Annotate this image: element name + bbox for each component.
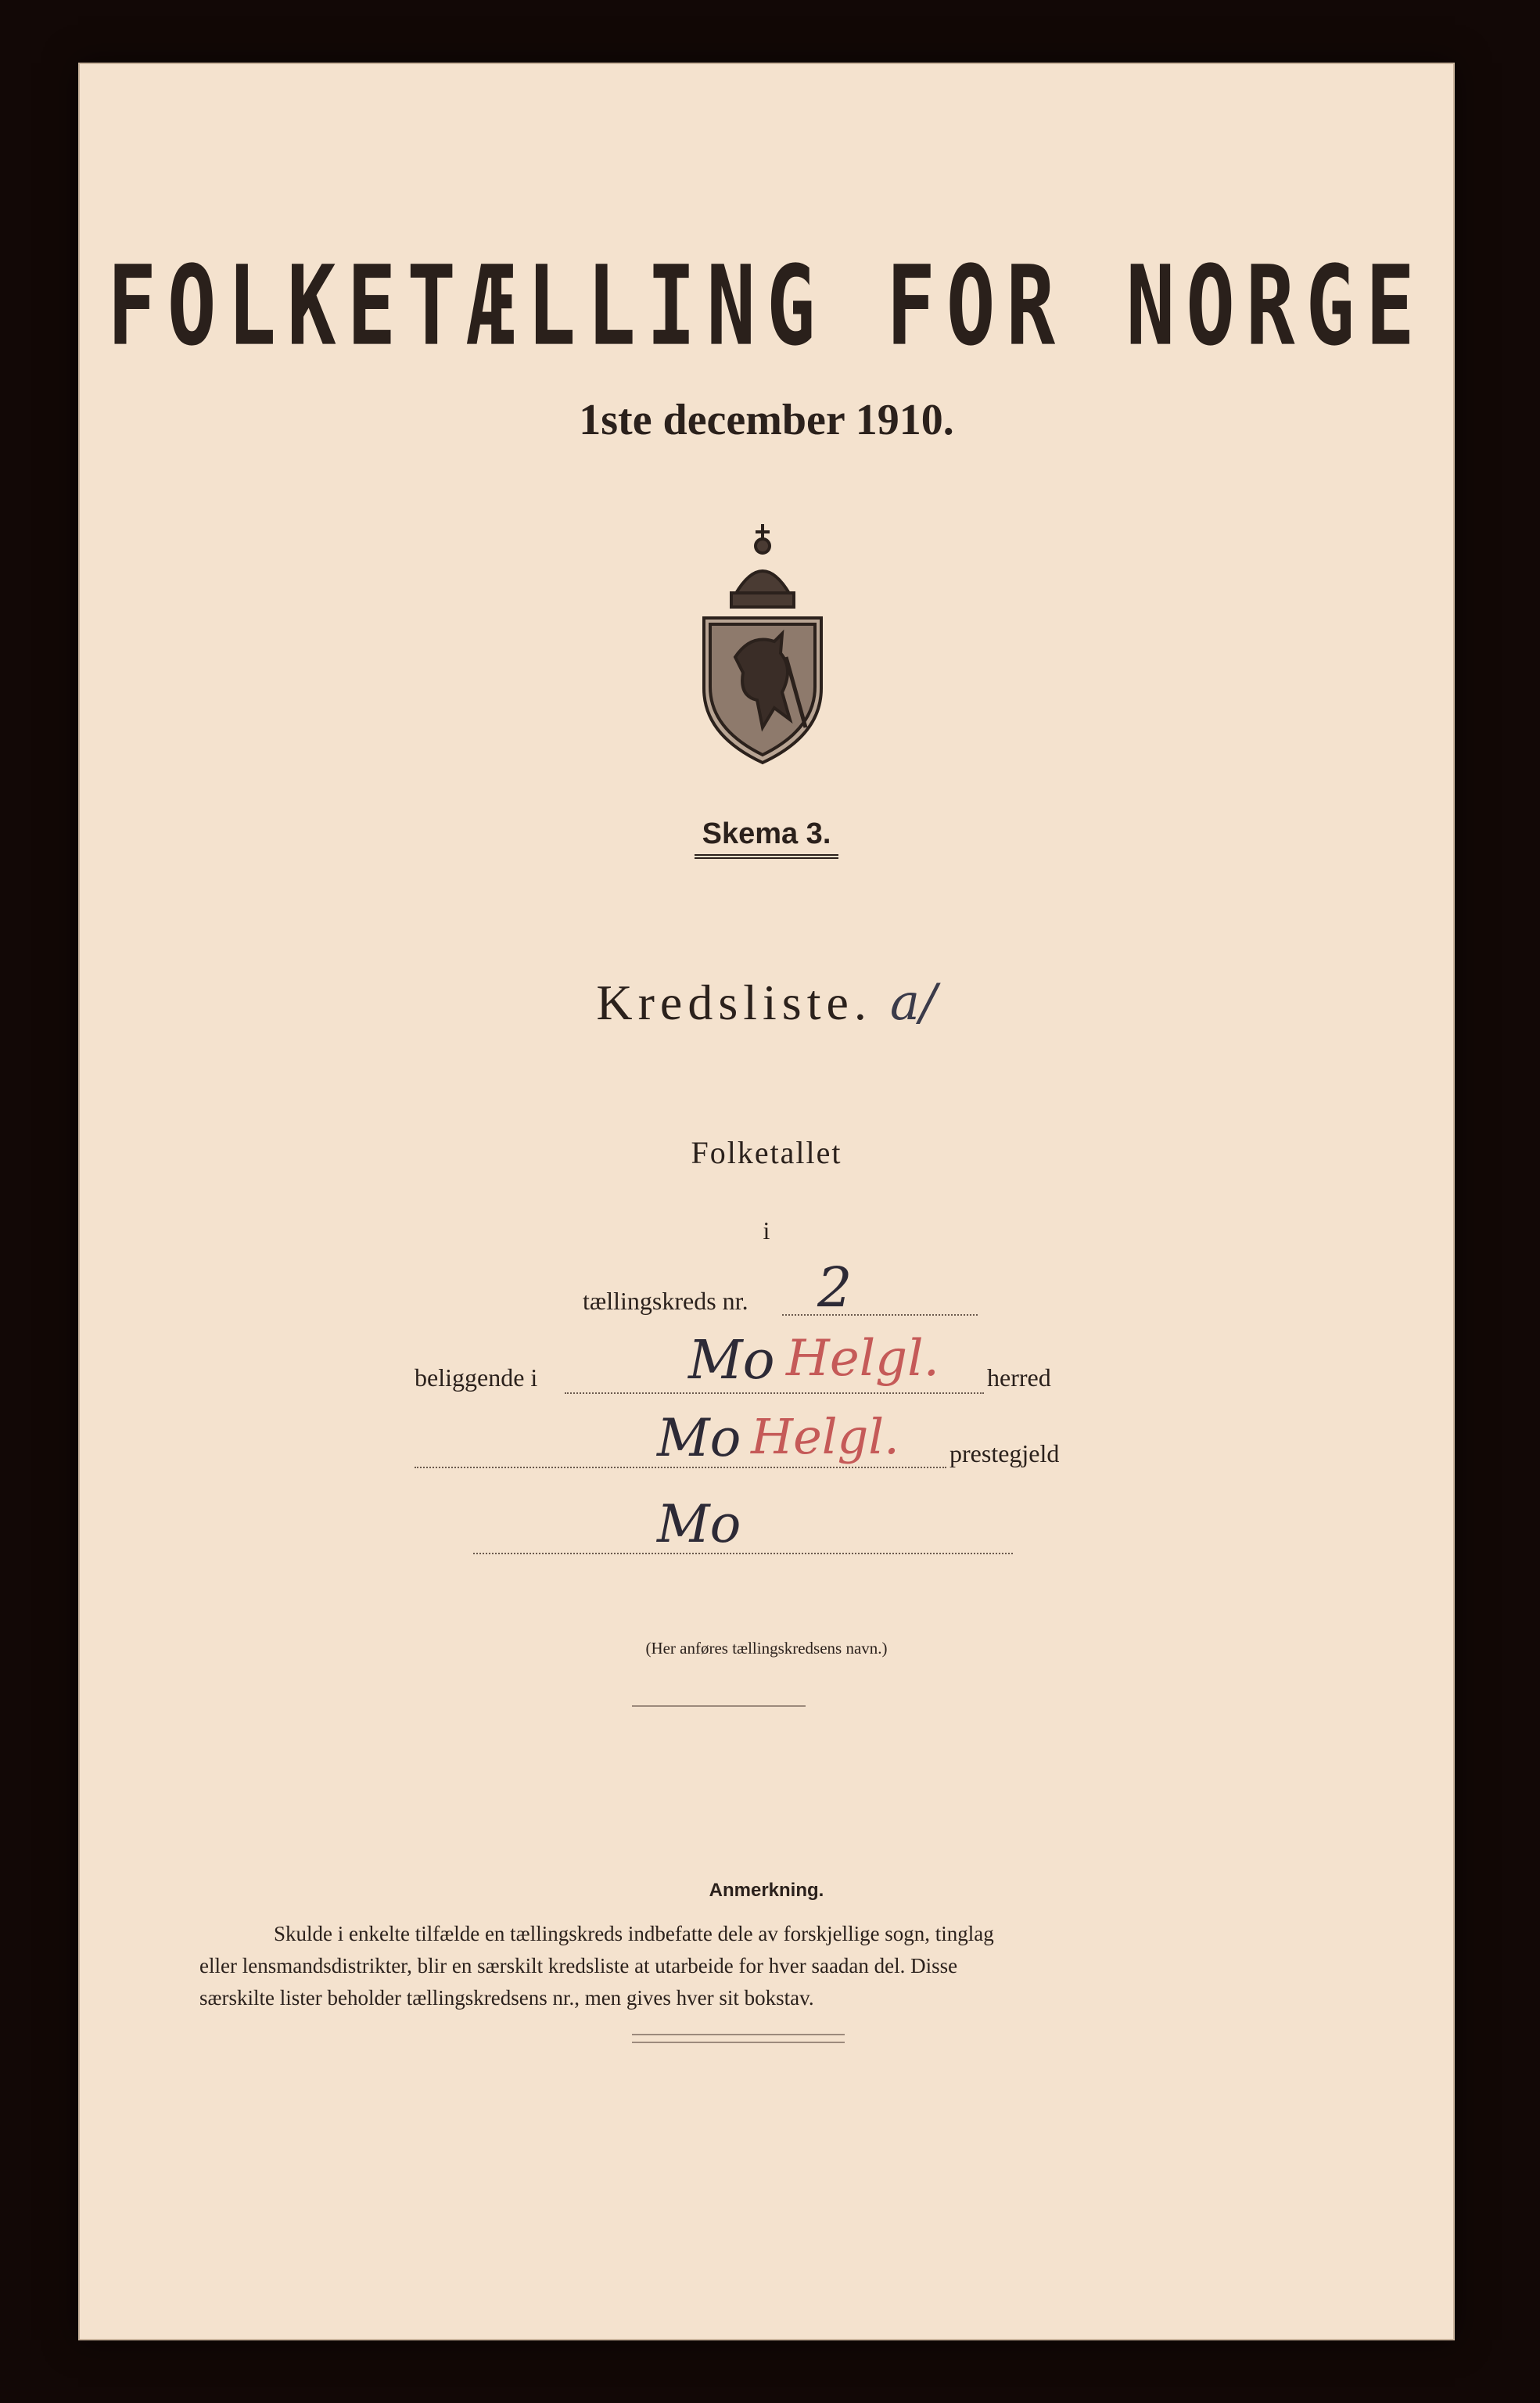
anmerkning-line-2: eller lensmandsdistrikter, blir en særskilt kredsliste at utarbeide for hver saadan del. Disse	[199, 1954, 958, 1977]
herred-line	[565, 1392, 984, 1394]
census-date: 1ste december 1910.	[579, 396, 954, 444]
census-form-page	[78, 63, 1455, 2340]
heading-handwritten-mark: a/	[889, 974, 937, 1032]
herred-handwritten-black: Mo	[688, 1330, 775, 1392]
page-title: FOLKETÆLLING FOR NORGE	[107, 241, 1426, 371]
district-number-value: 2	[817, 1255, 853, 1320]
prestegjeld-handwritten-black: Mo	[657, 1408, 741, 1468]
anmerkning-line-1: Skulde i enkelte tilfælde en tællingskreds indbefatte dele av forskjellige sogn, tinglag	[274, 1922, 994, 1945]
schema-label: Skema 3.	[78, 817, 1455, 859]
beliggende-label: beliggende i	[415, 1363, 538, 1392]
district-number-line	[782, 1314, 978, 1316]
kreds-name-note: (Her anføres tællingskredsens navn.)	[645, 1639, 888, 1658]
kreds-name-handwritten: Mo	[657, 1494, 741, 1554]
anmerkning-title: Anmerkning.	[709, 1880, 824, 1901]
prestegjeld-label: prestegjeld	[949, 1439, 1060, 1467]
norwegian-coat-of-arms-icon	[688, 501, 837, 767]
district-number-label: tællingskreds nr.	[583, 1287, 748, 1315]
i-label: i	[763, 1216, 770, 1245]
anmerkning-line-3: særskilte lister beholder tællingskredsens nr., men gives hver sit bokstav.	[199, 1986, 814, 2010]
bottom-rule-bottom	[632, 2042, 845, 2043]
kreds-name-line	[473, 1553, 1013, 1554]
form-heading: Kredsliste. a/	[596, 974, 937, 1032]
prestegjeld-handwritten-red: Helgl.	[751, 1408, 899, 1465]
section-divider	[632, 1705, 806, 1707]
herred-handwritten-red: Helgl.	[786, 1330, 939, 1388]
herred-label: herred	[987, 1363, 1051, 1392]
anmerkning-text	[199, 1918, 1357, 2014]
folketallet-label: Folketallet	[691, 1135, 842, 1170]
bottom-rule-top	[632, 2034, 845, 2035]
